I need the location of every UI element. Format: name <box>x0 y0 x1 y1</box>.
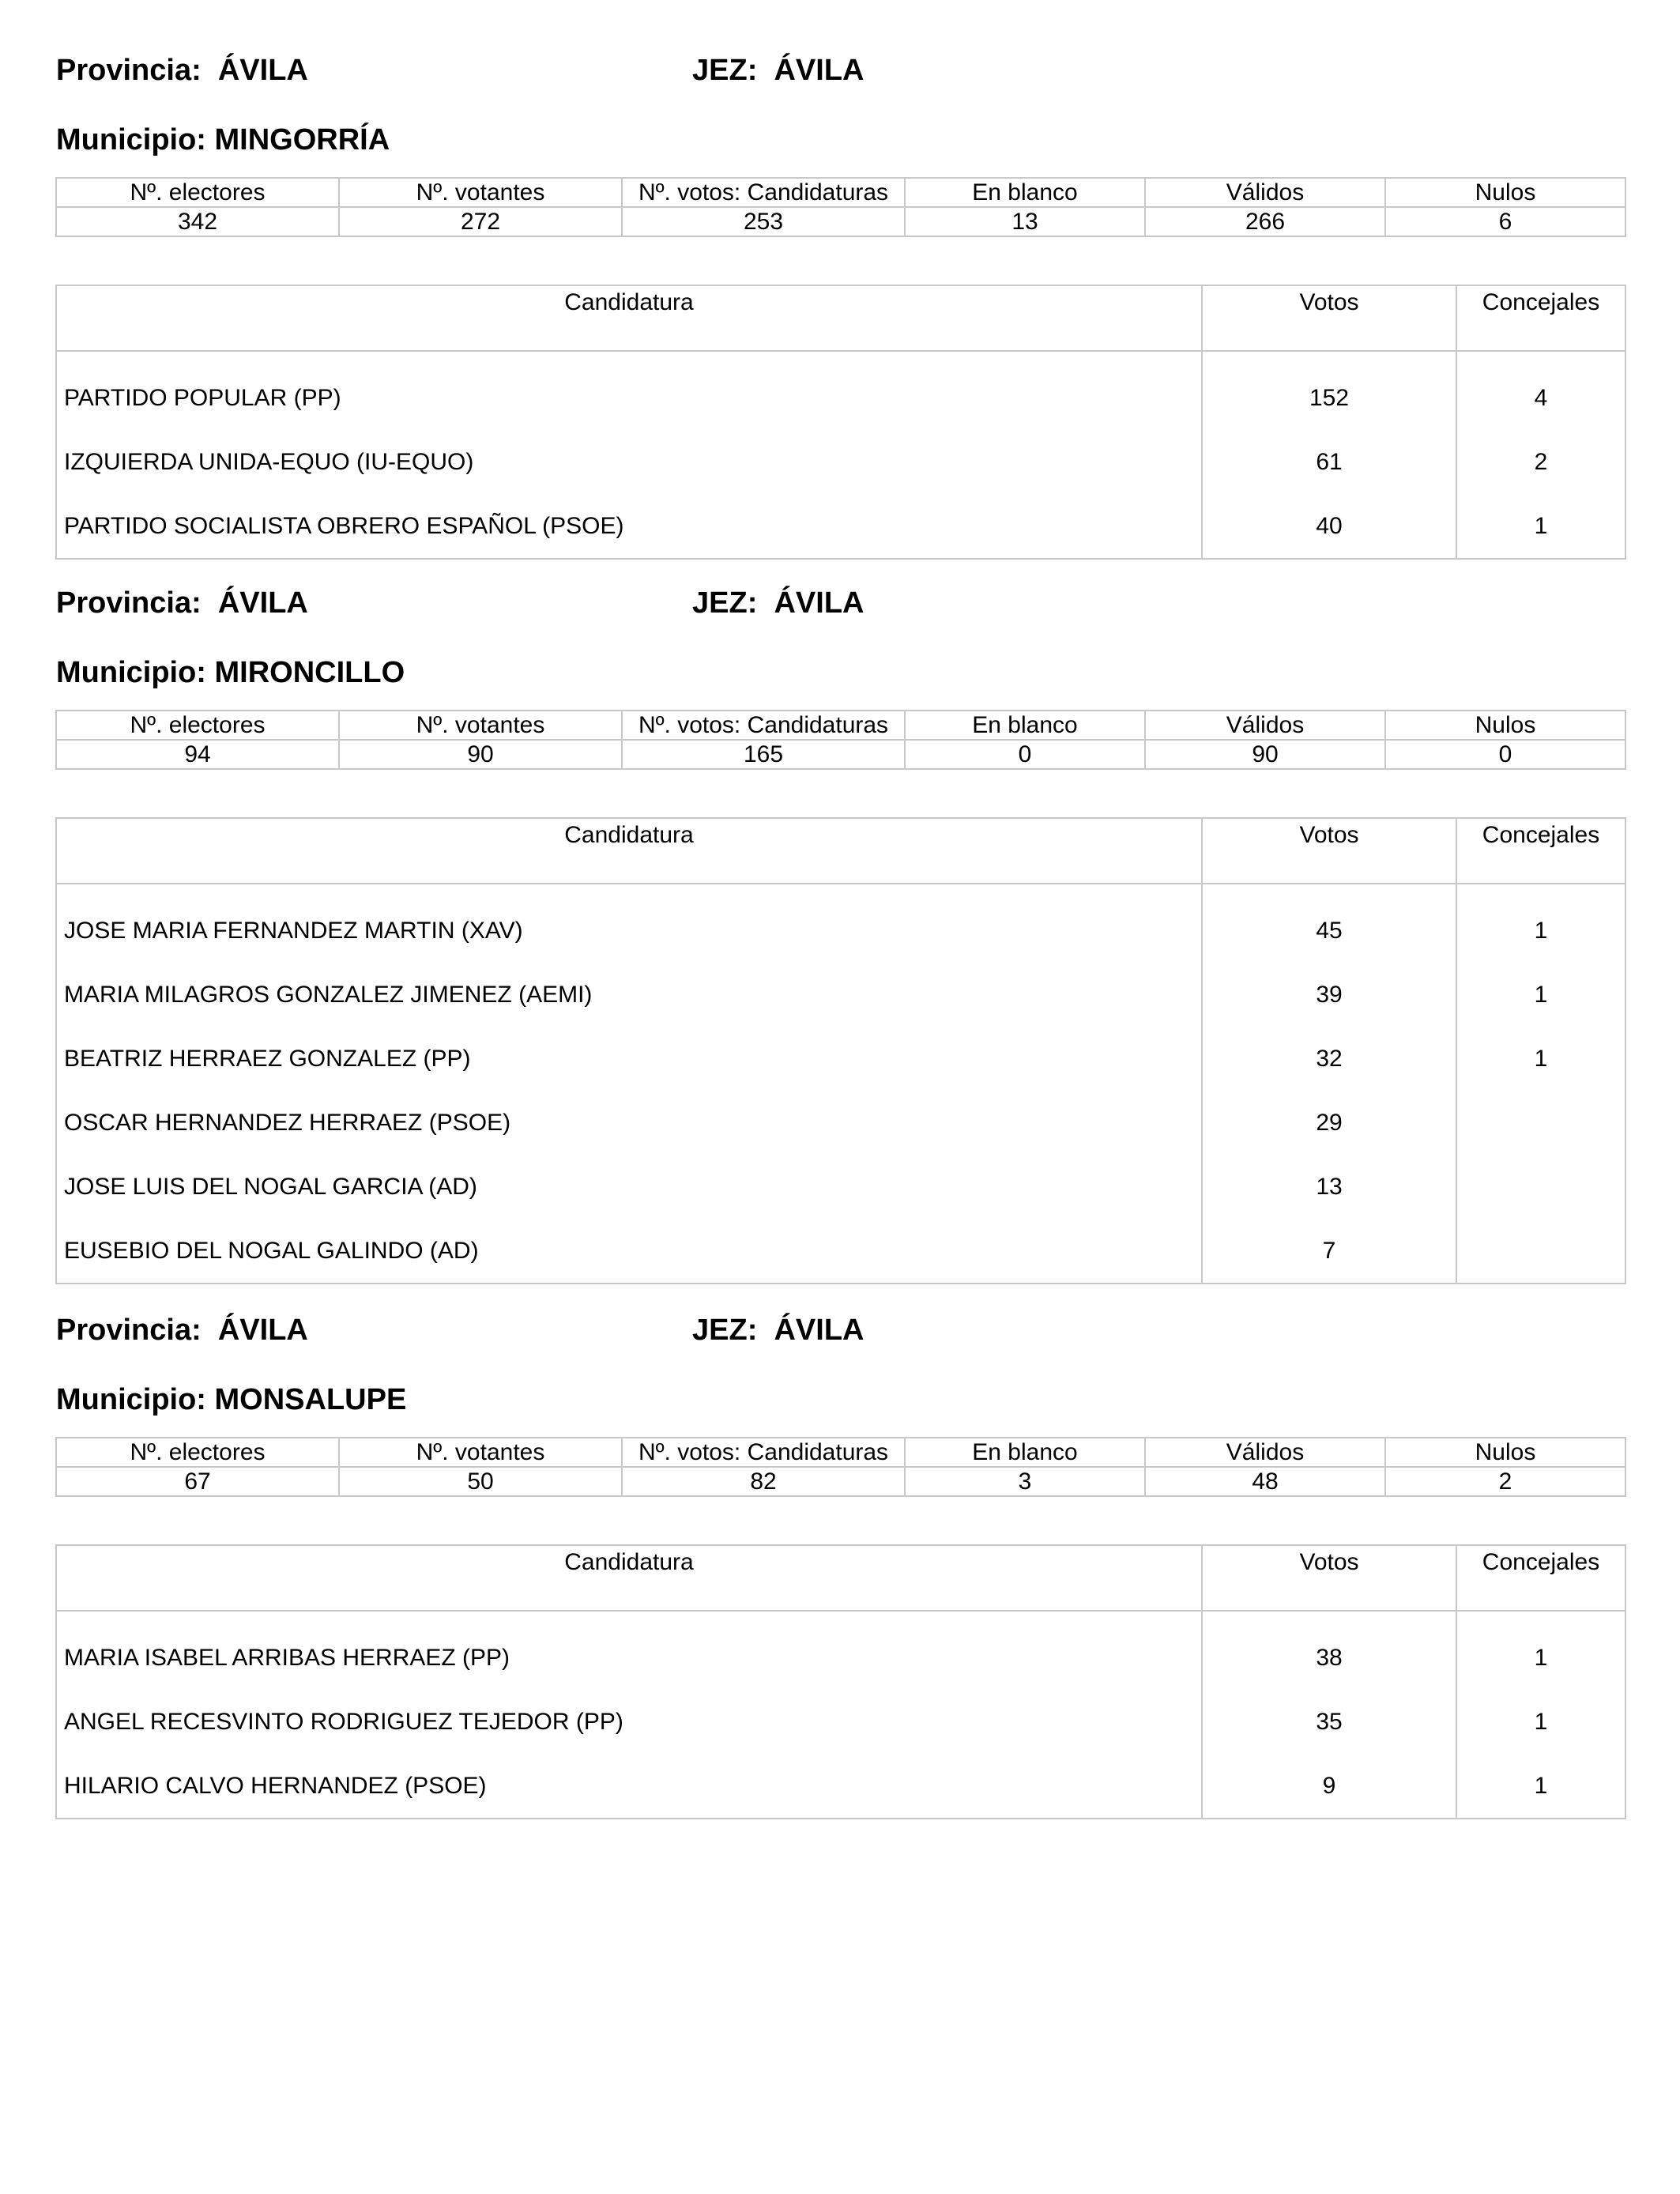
stats-header-votos-candidaturas: Nº. votos: Candidaturas <box>622 1438 905 1467</box>
stats-value-votantes: 90 <box>339 740 622 769</box>
stats-table <box>55 177 1626 237</box>
results-table <box>55 1544 1626 1819</box>
jez-value: ÁVILA <box>774 54 864 87</box>
provincia-value: ÁVILA <box>217 54 308 87</box>
stats-value-en-blanco: 13 <box>905 207 1145 236</box>
table-row <box>56 963 1625 1027</box>
candidatura-votos: 45 <box>1202 899 1456 963</box>
stats-value-electores: 342 <box>56 207 339 236</box>
candidatura-concejales: 1 <box>1456 963 1625 1027</box>
results-header-candidatura: Candidatura <box>56 285 1202 351</box>
stats-header-en-blanco: En blanco <box>905 1438 1145 1467</box>
table-row <box>56 1219 1625 1284</box>
stats-value-en-blanco: 3 <box>905 1467 1145 1496</box>
candidatura-concejales <box>1456 1219 1625 1284</box>
stats-value-electores: 67 <box>56 1467 339 1496</box>
stats-value-row <box>56 1467 1625 1496</box>
table-row <box>56 899 1625 963</box>
candidatura-name: MARIA MILAGROS GONZALEZ JIMENEZ (AEMI) <box>56 963 1202 1027</box>
municipio-section-mingorria <box>55 46 1625 539</box>
candidatura-votos: 152 <box>1202 366 1456 430</box>
candidatura-votos: 38 <box>1202 1626 1456 1690</box>
candidatura-votos: 13 <box>1202 1155 1456 1219</box>
stats-value-votos-candidaturas: 82 <box>622 1467 905 1496</box>
table-row <box>56 1027 1625 1091</box>
candidatura-name: HILARIO CALVO HERNANDEZ (PSOE) <box>56 1754 1202 1819</box>
candidatura-concejales: 2 <box>1456 430 1625 494</box>
candidatura-name: JOSE MARIA FERNANDEZ MARTIN (XAV) <box>56 899 1202 963</box>
candidatura-votos: 29 <box>1202 1091 1456 1155</box>
table-row <box>56 1626 1625 1690</box>
stats-value-validos: 48 <box>1145 1467 1385 1496</box>
stats-header-votantes: Nº. votantes <box>339 1438 622 1467</box>
jez-heading: JEZ: ÁVILA <box>692 586 864 620</box>
stats-header-row <box>56 1438 1625 1467</box>
results-spacer <box>56 351 1625 366</box>
candidatura-concejales: 1 <box>1456 1626 1625 1690</box>
candidatura-name: OSCAR HERNANDEZ HERRAEZ (PSOE) <box>56 1091 1202 1155</box>
candidatura-votos: 32 <box>1202 1027 1456 1091</box>
stats-value-votantes: 50 <box>339 1467 622 1496</box>
stats-header-validos: Válidos <box>1145 1438 1385 1467</box>
results-header-votos: Votos <box>1202 818 1456 884</box>
provincia-heading: Provincia: ÁVILA <box>56 1314 308 1347</box>
candidatura-votos: 40 <box>1202 494 1456 559</box>
results-header-row <box>56 1545 1625 1611</box>
candidatura-concejales: 1 <box>1456 1754 1625 1819</box>
candidatura-concejales: 1 <box>1456 1690 1625 1754</box>
municipio-section-mironcillo <box>55 579 1625 1264</box>
municipio-heading: Municipio: MINGORRÍA <box>56 123 390 156</box>
results-header-candidatura: Candidatura <box>56 1545 1202 1611</box>
stats-header-electores: Nº. electores <box>56 178 339 207</box>
stats-header-validos: Válidos <box>1145 178 1385 207</box>
stats-value-nulos: 6 <box>1385 207 1625 236</box>
section-header <box>55 579 1625 713</box>
results-header-candidatura: Candidatura <box>56 818 1202 884</box>
results-spacer <box>56 1611 1625 1626</box>
stats-header-nulos: Nulos <box>1385 178 1625 207</box>
stats-header-electores: Nº. electores <box>56 1438 339 1467</box>
candidatura-concejales: 1 <box>1456 494 1625 559</box>
stats-value-row <box>56 740 1625 769</box>
municipio-value: MONSALUPE <box>214 1383 407 1416</box>
section-header <box>55 46 1625 180</box>
stats-table <box>55 710 1626 770</box>
candidatura-name: MARIA ISABEL ARRIBAS HERRAEZ (PP) <box>56 1626 1202 1690</box>
candidatura-concejales <box>1456 1155 1625 1219</box>
results-header-row <box>56 818 1625 884</box>
municipio-value: MIRONCILLO <box>214 656 405 689</box>
table-row <box>56 430 1625 494</box>
jez-value: ÁVILA <box>774 1314 864 1347</box>
table-row <box>56 366 1625 430</box>
candidatura-votos: 35 <box>1202 1690 1456 1754</box>
table-row <box>56 1091 1625 1155</box>
candidatura-name: BEATRIZ HERRAEZ GONZALEZ (PP) <box>56 1027 1202 1091</box>
results-table <box>55 285 1626 560</box>
results-table <box>55 817 1626 1284</box>
municipio-value: MINGORRÍA <box>214 123 390 156</box>
provincia-heading: Provincia: ÁVILA <box>56 586 308 620</box>
table-row <box>56 1754 1625 1819</box>
stats-value-votos-candidaturas: 253 <box>622 207 905 236</box>
candidatura-concejales <box>1456 1091 1625 1155</box>
stats-value-nulos: 0 <box>1385 740 1625 769</box>
candidatura-concejales: 1 <box>1456 1027 1625 1091</box>
stats-header-votantes: Nº. votantes <box>339 178 622 207</box>
candidatura-votos: 39 <box>1202 963 1456 1027</box>
results-header-concejales: Concejales <box>1456 818 1625 884</box>
candidatura-votos: 61 <box>1202 430 1456 494</box>
stats-header-row <box>56 178 1625 207</box>
municipio-heading: Municipio: MONSALUPE <box>56 1383 407 1416</box>
stats-header-votantes: Nº. votantes <box>339 711 622 740</box>
stats-header-votos-candidaturas: Nº. votos: Candidaturas <box>622 711 905 740</box>
stats-table <box>55 1437 1626 1497</box>
stats-header-en-blanco: En blanco <box>905 178 1145 207</box>
stats-value-validos: 266 <box>1145 207 1385 236</box>
candidatura-concejales: 4 <box>1456 366 1625 430</box>
results-spacer <box>56 884 1625 899</box>
candidatura-concejales: 1 <box>1456 899 1625 963</box>
results-header-concejales: Concejales <box>1456 1545 1625 1611</box>
table-row <box>56 1690 1625 1754</box>
stats-header-row <box>56 711 1625 740</box>
stats-value-electores: 94 <box>56 740 339 769</box>
stats-header-electores: Nº. electores <box>56 711 339 740</box>
stats-header-nulos: Nulos <box>1385 1438 1625 1467</box>
candidatura-name: PARTIDO SOCIALISTA OBRERO ESPAÑOL (PSOE) <box>56 494 1202 559</box>
results-header-concejales: Concejales <box>1456 285 1625 351</box>
stats-header-votos-candidaturas: Nº. votos: Candidaturas <box>622 178 905 207</box>
results-header-votos: Votos <box>1202 285 1456 351</box>
table-row <box>56 494 1625 559</box>
stats-header-en-blanco: En blanco <box>905 711 1145 740</box>
jez-heading: JEZ: ÁVILA <box>692 54 864 87</box>
stats-value-nulos: 2 <box>1385 1467 1625 1496</box>
jez-heading: JEZ: ÁVILA <box>692 1314 864 1347</box>
candidatura-name: IZQUIERDA UNIDA-EQUO (IU-EQUO) <box>56 430 1202 494</box>
candidatura-name: JOSE LUIS DEL NOGAL GARCIA (AD) <box>56 1155 1202 1219</box>
stats-value-votos-candidaturas: 165 <box>622 740 905 769</box>
jez-value: ÁVILA <box>774 586 864 620</box>
stats-value-votantes: 272 <box>339 207 622 236</box>
results-header-row <box>56 285 1625 351</box>
candidatura-name: ANGEL RECESVINTO RODRIGUEZ TEJEDOR (PP) <box>56 1690 1202 1754</box>
stats-header-validos: Válidos <box>1145 711 1385 740</box>
section-header <box>55 1306 1625 1440</box>
table-row <box>56 1155 1625 1219</box>
stats-header-nulos: Nulos <box>1385 711 1625 740</box>
municipio-section-monsalupe <box>55 1306 1625 1799</box>
candidatura-name: EUSEBIO DEL NOGAL GALINDO (AD) <box>56 1219 1202 1284</box>
stats-value-validos: 90 <box>1145 740 1385 769</box>
stats-value-en-blanco: 0 <box>905 740 1145 769</box>
candidatura-votos: 7 <box>1202 1219 1456 1284</box>
stats-value-row <box>56 207 1625 236</box>
candidatura-name: PARTIDO POPULAR (PP) <box>56 366 1202 430</box>
municipio-heading: Municipio: MIRONCILLO <box>56 656 405 689</box>
provincia-heading: Provincia: ÁVILA <box>56 54 308 87</box>
candidatura-votos: 9 <box>1202 1754 1456 1819</box>
provincia-value: ÁVILA <box>217 586 308 620</box>
results-header-votos: Votos <box>1202 1545 1456 1611</box>
provincia-value: ÁVILA <box>217 1314 308 1347</box>
